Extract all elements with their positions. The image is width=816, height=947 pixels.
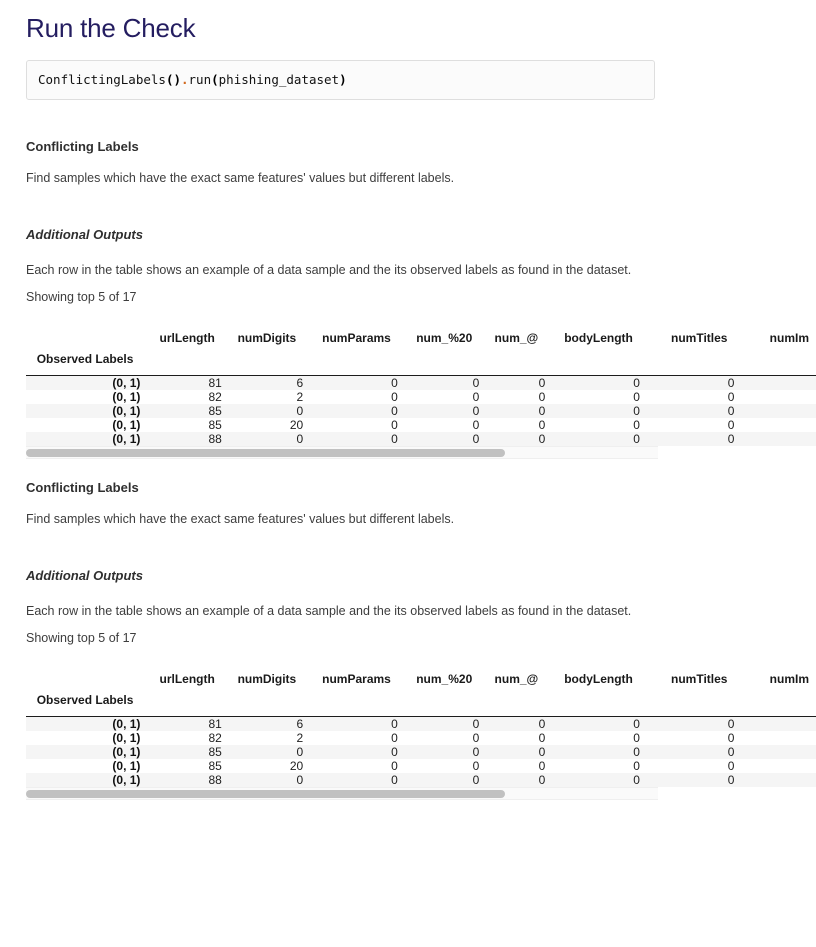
cell-numImages xyxy=(734,773,816,787)
spacer xyxy=(26,652,655,672)
cell-bodyLength: 0 xyxy=(633,432,640,447)
cell-num_at: 0 xyxy=(538,390,546,405)
cell-numTitles: 0 xyxy=(640,376,735,391)
horizontal-scrollbar-2[interactable] xyxy=(26,787,658,800)
cell-num_pct20: 0 xyxy=(398,717,479,732)
cell-bodyLength: 0 xyxy=(545,717,640,732)
cell-bodyLength: 0 xyxy=(633,773,640,788)
cell-numDigits: 2 xyxy=(296,390,304,405)
table-row xyxy=(26,390,816,404)
cell-bodyLength: 0 xyxy=(633,404,640,419)
col-header-urlLength: urlLength xyxy=(159,330,215,345)
row-index: (0, 1) xyxy=(112,731,141,746)
col-header-bodyLength: bodyLength xyxy=(564,330,633,345)
cell-num_pct20: 0 xyxy=(472,745,480,760)
cell-numTitles: 0 xyxy=(727,773,735,788)
cell-numParams: 0 xyxy=(391,432,398,447)
cell-urlLength: 82 xyxy=(208,731,222,746)
row-index: (0, 1) xyxy=(112,745,141,760)
cell-urlLength: 81 xyxy=(140,717,221,732)
code-token-method: run xyxy=(188,72,212,88)
row-index: (0, 1) xyxy=(112,418,141,433)
cell-numDigits: 0 xyxy=(296,432,304,447)
cell-numTitles: 0 xyxy=(727,432,735,447)
cell-numParams: 0 xyxy=(391,745,398,760)
table-body xyxy=(26,717,816,788)
cell-bodyLength: 0 xyxy=(633,731,640,746)
cell-num_pct20: 0 xyxy=(398,376,479,391)
cell-numDigits: 0 xyxy=(296,773,304,788)
check-title: Conflicting Labels xyxy=(26,480,139,496)
col-header-numTitles: numTitles xyxy=(671,671,728,686)
code-token-close-paren: ) xyxy=(339,72,347,88)
row-index: (0, 1) xyxy=(26,717,140,732)
cell-num_at: 0 xyxy=(479,717,545,732)
table-corner-cell xyxy=(26,331,140,351)
data-table xyxy=(26,331,816,446)
index-head-filler xyxy=(222,351,303,376)
col-header-numDigits: numDigits xyxy=(237,330,297,345)
cell-bodyLength: 0 xyxy=(633,745,640,760)
cell-numParams: 0 xyxy=(391,759,398,774)
cell-numImages xyxy=(734,432,816,446)
cell-num_at: 0 xyxy=(538,418,546,433)
cell-urlLength: 85 xyxy=(208,745,222,760)
cell-urlLength: 88 xyxy=(208,432,222,447)
cell-numImages xyxy=(734,418,816,432)
scrollbar-thumb[interactable] xyxy=(26,449,505,457)
cell-numDigits: 6 xyxy=(222,717,303,732)
index-head-filler xyxy=(140,351,221,376)
cell-numParams: 0 xyxy=(391,731,398,746)
cell-numImages xyxy=(734,745,816,759)
index-header-observed-labels: Observed Labels xyxy=(36,692,134,707)
col-header-numParams: numParams xyxy=(322,671,391,686)
cell-numDigits: 2 xyxy=(296,731,304,746)
cell-numTitles: 0 xyxy=(727,418,735,433)
table-row xyxy=(26,418,816,432)
data-table xyxy=(26,672,816,787)
cell-numParams: 0 xyxy=(391,773,398,788)
index-head-filler xyxy=(545,692,640,717)
table-row xyxy=(26,404,816,418)
cell-numImages xyxy=(734,731,816,745)
cell-num_pct20: 0 xyxy=(472,432,480,447)
table-row xyxy=(26,432,816,446)
table-row xyxy=(26,773,816,787)
cell-num_at: 0 xyxy=(538,745,546,760)
cell-numParams: 0 xyxy=(391,390,398,405)
spacer xyxy=(26,585,655,598)
cell-numParams: 0 xyxy=(303,376,398,391)
col-header-num_pct20: num_%20 xyxy=(416,671,473,686)
table-row xyxy=(26,717,816,732)
index-head-filler xyxy=(222,692,303,717)
index-head-filler xyxy=(303,692,398,717)
index-head-filler xyxy=(640,692,735,717)
col-header-numParams: numParams xyxy=(322,330,391,345)
index-head-filler xyxy=(398,351,479,376)
cell-num_pct20: 0 xyxy=(472,390,480,405)
table-corner-cell xyxy=(26,672,140,692)
spacer xyxy=(23,459,658,479)
row-index: (0, 1) xyxy=(112,390,141,405)
spacer xyxy=(26,188,655,226)
index-header-observed-labels: Observed Labels xyxy=(36,351,134,366)
cell-num_pct20: 0 xyxy=(472,773,480,788)
code-token-open-paren: ( xyxy=(211,72,219,88)
cell-numParams: 0 xyxy=(391,404,398,419)
cell-numTitles: 0 xyxy=(727,390,735,405)
data-table-container-1[interactable] xyxy=(26,330,809,447)
cell-numImages xyxy=(734,376,816,391)
table-row xyxy=(26,745,816,759)
cell-numTitles: 0 xyxy=(727,745,735,760)
additional-outputs-description: Each row in the table shows an example of a data sample and the its observed labels as found in the dataset. Showing top 5 of 17 xyxy=(26,262,632,304)
index-head-filler xyxy=(303,351,398,376)
spacer xyxy=(26,244,655,257)
check-section-2 xyxy=(23,479,658,672)
cell-numParams: 0 xyxy=(391,418,398,433)
spacer xyxy=(23,100,658,138)
table-row xyxy=(26,731,816,745)
check-section-1 xyxy=(23,138,658,331)
cell-numTitles: 0 xyxy=(727,759,735,774)
cell-num_at: 0 xyxy=(538,759,546,774)
cell-numDigits: 0 xyxy=(296,404,304,419)
additional-outputs-description: Each row in the table shows an example of a data sample and the its observed labels as found in the dataset. Showing top 5 of 17 xyxy=(26,604,632,646)
row-index: (0, 1) xyxy=(112,773,141,788)
cell-bodyLength: 0 xyxy=(633,418,640,433)
check-title: Conflicting Labels xyxy=(26,138,139,154)
cell-numTitles: 0 xyxy=(640,717,735,732)
scrollbar-thumb[interactable] xyxy=(26,790,505,798)
table-head xyxy=(26,672,816,717)
row-index: (0, 1) xyxy=(26,376,140,391)
cell-bodyLength: 0 xyxy=(633,390,640,405)
cell-num_at: 0 xyxy=(538,731,546,746)
row-index: (0, 1) xyxy=(112,404,141,419)
index-head-filler xyxy=(140,692,221,717)
cell-numTitles: 0 xyxy=(727,731,735,746)
cell-numDigits: 6 xyxy=(222,376,303,391)
col-header-bodyLength: bodyLength xyxy=(564,671,633,686)
data-table-container-2[interactable] xyxy=(26,671,809,788)
table-row xyxy=(26,759,816,773)
col-header-numTitles: numTitles xyxy=(671,330,728,345)
code-token-argument: phishing_dataset xyxy=(218,72,340,88)
cell-urlLength: 85 xyxy=(208,404,222,419)
cell-numImages xyxy=(734,404,816,418)
index-head-filler xyxy=(398,692,479,717)
cell-numImages xyxy=(734,390,816,404)
cell-bodyLength: 0 xyxy=(545,376,640,391)
cell-num_at: 0 xyxy=(538,773,546,788)
additional-outputs-title: Additional Outputs xyxy=(26,226,143,242)
cell-num_pct20: 0 xyxy=(472,418,480,433)
cell-numImages xyxy=(734,717,816,732)
cell-num_pct20: 0 xyxy=(472,731,480,746)
index-head-filler xyxy=(734,351,816,376)
table-column-header-row xyxy=(26,331,816,351)
check-description: Find samples which have the exact same features' values but different labels. xyxy=(26,171,455,185)
cell-numImages xyxy=(734,759,816,773)
table-index-header-row xyxy=(26,351,816,376)
index-head-filler xyxy=(479,351,545,376)
check-description: Find samples which have the exact same features' values but different labels. xyxy=(26,512,455,527)
cell-urlLength: 81 xyxy=(140,376,221,391)
cell-numDigits: 20 xyxy=(289,418,304,433)
cell-numTitles: 0 xyxy=(727,404,735,419)
table-head xyxy=(26,331,816,376)
spacer xyxy=(26,311,655,331)
spacer xyxy=(26,529,655,567)
table-body xyxy=(26,376,816,447)
col-header-numDigits: numDigits xyxy=(237,671,297,686)
table-row xyxy=(26,376,816,391)
cell-bodyLength: 0 xyxy=(633,759,640,774)
col-header-numImages: numIm xyxy=(769,671,809,686)
cell-numDigits: 0 xyxy=(296,745,304,760)
code-token-dot: . xyxy=(181,72,189,88)
row-index: (0, 1) xyxy=(112,759,141,774)
cell-numParams: 0 xyxy=(303,717,398,732)
cell-num_at: 0 xyxy=(479,376,545,391)
cell-num_pct20: 0 xyxy=(472,404,480,419)
cell-urlLength: 85 xyxy=(208,418,222,433)
cell-num_at: 0 xyxy=(538,432,546,447)
code-token-class: ConflictingLabels xyxy=(38,72,166,88)
col-header-num_at: num_@ xyxy=(494,671,539,686)
page-title: Run the Check xyxy=(26,13,196,43)
col-header-urlLength: urlLength xyxy=(159,671,215,686)
code-token-parens: () xyxy=(165,72,181,88)
index-head-filler xyxy=(479,692,545,717)
additional-outputs-title: Additional Outputs xyxy=(26,568,143,584)
cell-numDigits: 20 xyxy=(289,759,304,774)
table-column-header-row xyxy=(26,672,816,692)
col-header-num_pct20: num_%20 xyxy=(416,330,473,345)
col-header-numImages: numIm xyxy=(769,330,809,345)
col-header-num_at: num_@ xyxy=(494,330,539,345)
cell-urlLength: 85 xyxy=(208,759,222,774)
horizontal-scrollbar-1[interactable] xyxy=(26,446,658,459)
row-index: (0, 1) xyxy=(112,432,141,447)
cell-urlLength: 88 xyxy=(208,773,222,788)
index-head-filler xyxy=(734,692,816,717)
cell-num_pct20: 0 xyxy=(472,759,480,774)
table-index-header-row xyxy=(26,692,816,717)
index-head-filler xyxy=(640,351,735,376)
cell-num_at: 0 xyxy=(538,404,546,419)
code-block xyxy=(26,60,655,100)
index-head-filler xyxy=(545,351,640,376)
cell-urlLength: 82 xyxy=(208,390,222,405)
